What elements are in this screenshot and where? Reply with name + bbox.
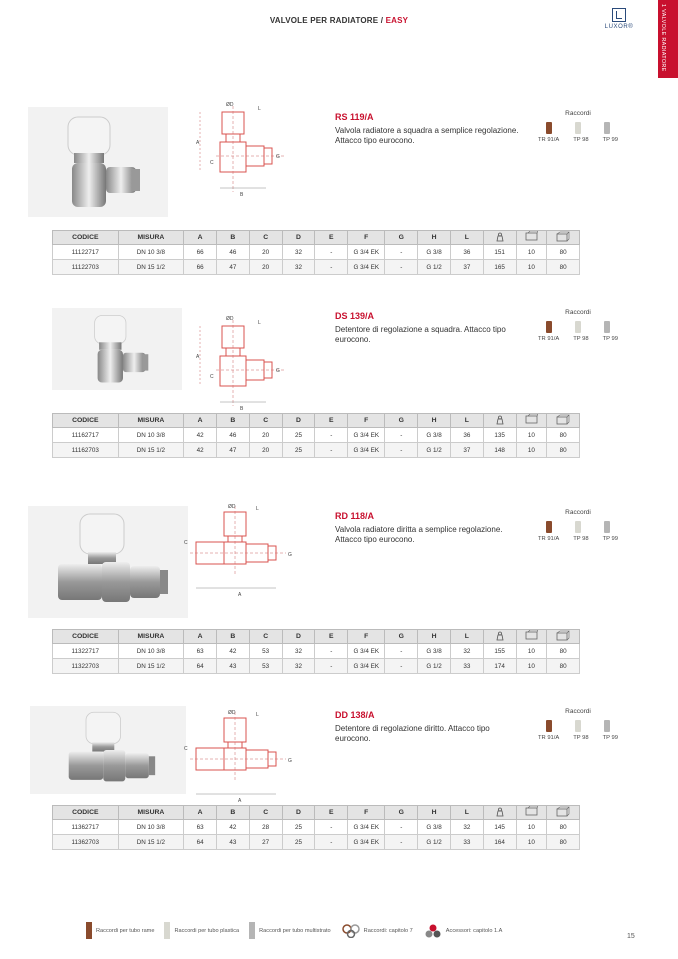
table-cell: - bbox=[315, 644, 348, 659]
fittings-block bbox=[538, 309, 618, 342]
table-cell: 47 bbox=[216, 443, 249, 458]
column-header: CODICE bbox=[53, 414, 119, 428]
table-cell: 11322717 bbox=[53, 644, 119, 659]
copper-fitting-icon bbox=[86, 922, 92, 939]
table-cell: 11362717 bbox=[53, 820, 119, 835]
fitting-name[interactable]: TP 99 bbox=[602, 536, 618, 542]
column-header: F bbox=[348, 630, 385, 644]
table-cell: 27 bbox=[249, 835, 282, 850]
fittings-block bbox=[538, 509, 618, 542]
table-cell: G 3/4 EK bbox=[348, 260, 385, 275]
table-cell: DN 10 3/8 bbox=[118, 644, 184, 659]
table-cell: - bbox=[385, 644, 418, 659]
table-cell: 25 bbox=[282, 835, 315, 850]
copper-fitting-icon bbox=[546, 122, 552, 134]
column-header: E bbox=[315, 231, 348, 245]
spec-table bbox=[52, 629, 580, 674]
table-cell: 66 bbox=[184, 260, 217, 275]
table-row bbox=[53, 835, 580, 850]
table-cell: - bbox=[315, 659, 348, 674]
copper-fitting-icon bbox=[546, 521, 552, 533]
table-cell: - bbox=[315, 260, 348, 275]
spec-table bbox=[52, 805, 580, 850]
table-cell: 11162717 bbox=[53, 428, 119, 443]
table-cell: 135 bbox=[483, 428, 516, 443]
table-cell: G 3/8 bbox=[418, 644, 451, 659]
svg-text:A: A bbox=[196, 140, 200, 146]
svg-text:G: G bbox=[276, 368, 280, 374]
fitting-name[interactable]: TR 91/A bbox=[538, 735, 560, 741]
table-cell: - bbox=[385, 835, 418, 850]
svg-text:L: L bbox=[256, 506, 259, 512]
table-cell: G 1/2 bbox=[418, 260, 451, 275]
technical-drawing bbox=[196, 316, 296, 412]
fittings-block bbox=[538, 708, 618, 741]
table-header-row bbox=[53, 806, 580, 820]
dimension-drawing bbox=[182, 504, 312, 605]
table-cell: 148 bbox=[483, 443, 516, 458]
table-cell: 46 bbox=[216, 245, 249, 260]
weight-column-icon bbox=[483, 231, 516, 245]
table-cell: 42 bbox=[216, 644, 249, 659]
plastic-fitting-icon bbox=[575, 122, 581, 134]
legend-copper: Raccordi per tubo rame bbox=[86, 922, 154, 939]
logo-mark-icon bbox=[612, 8, 626, 22]
column-header: D bbox=[282, 231, 315, 245]
table-cell: DN 15 1/2 bbox=[118, 835, 184, 850]
column-header: B bbox=[216, 630, 249, 644]
table-cell: DN 15 1/2 bbox=[118, 443, 184, 458]
table-cell: 11122703 bbox=[53, 260, 119, 275]
valve-photo bbox=[52, 308, 182, 390]
svg-text:C: C bbox=[184, 746, 188, 752]
column-header: F bbox=[348, 414, 385, 428]
table-cell: 10 bbox=[516, 659, 547, 674]
box-quantity-icon bbox=[516, 414, 547, 428]
copper-fitting-icon bbox=[546, 321, 552, 333]
fitting-name[interactable]: TP 98 bbox=[573, 336, 589, 342]
table-cell: 32 bbox=[282, 260, 315, 275]
dimension-drawing bbox=[182, 710, 312, 811]
table-cell: 11162703 bbox=[53, 443, 119, 458]
column-header: G bbox=[385, 414, 418, 428]
column-header: A bbox=[184, 231, 217, 245]
table-header-row bbox=[53, 414, 580, 428]
table-cell: 80 bbox=[547, 428, 580, 443]
table-cell: 33 bbox=[450, 659, 483, 674]
table-cell: 53 bbox=[249, 659, 282, 674]
table-cell: 32 bbox=[450, 644, 483, 659]
weight-column-icon bbox=[483, 630, 516, 644]
fitting-name[interactable]: TP 99 bbox=[602, 137, 618, 143]
table-row bbox=[53, 260, 580, 275]
table-row bbox=[53, 428, 580, 443]
column-header: G bbox=[385, 806, 418, 820]
column-header: CODICE bbox=[53, 231, 119, 245]
table-cell: 28 bbox=[249, 820, 282, 835]
table-cell: 64 bbox=[184, 835, 217, 850]
plastic-fitting-icon bbox=[575, 521, 581, 533]
column-header: C bbox=[249, 414, 282, 428]
fitting-name[interactable]: TP 98 bbox=[573, 536, 589, 542]
weight-column-icon bbox=[483, 414, 516, 428]
svg-text:A: A bbox=[238, 592, 242, 598]
table-cell: 42 bbox=[216, 820, 249, 835]
table-cell: 33 bbox=[450, 835, 483, 850]
table-cell: 43 bbox=[216, 835, 249, 850]
table-cell: 42 bbox=[184, 443, 217, 458]
product-photo bbox=[28, 107, 168, 217]
table-cell: 80 bbox=[547, 245, 580, 260]
technical-drawing bbox=[196, 102, 296, 198]
plastic-fitting-icon bbox=[164, 922, 170, 939]
column-header: H bbox=[418, 414, 451, 428]
table-cell: 32 bbox=[282, 644, 315, 659]
svg-text:A: A bbox=[238, 798, 242, 804]
column-header: A bbox=[184, 630, 217, 644]
valve-photo bbox=[28, 107, 168, 217]
table-cell: 32 bbox=[450, 820, 483, 835]
box-quantity-icon bbox=[516, 806, 547, 820]
table-cell: - bbox=[385, 659, 418, 674]
table-cell: 32 bbox=[282, 245, 315, 260]
table-cell: G 1/2 bbox=[418, 659, 451, 674]
table-cell: 11362703 bbox=[53, 835, 119, 850]
table-cell: 20 bbox=[249, 443, 282, 458]
fitting-name[interactable]: TP 98 bbox=[573, 137, 589, 143]
table-cell: - bbox=[315, 245, 348, 260]
table-row bbox=[53, 443, 580, 458]
multilayer-fitting-icon bbox=[604, 321, 610, 333]
title-main: VALVOLE PER RADIATORE / bbox=[269, 16, 386, 25]
spec-table bbox=[52, 413, 580, 458]
fitting-name[interactable]: TP 99 bbox=[602, 735, 618, 741]
column-header: H bbox=[418, 231, 451, 245]
table-cell: 20 bbox=[249, 245, 282, 260]
spec-table bbox=[52, 230, 580, 275]
column-header: A bbox=[184, 806, 217, 820]
column-header: D bbox=[282, 414, 315, 428]
table-cell: 20 bbox=[249, 428, 282, 443]
product-photo bbox=[52, 308, 182, 390]
valve-photo bbox=[28, 506, 188, 618]
product-code: RD 118/A bbox=[335, 511, 375, 521]
table-row bbox=[53, 245, 580, 260]
table-cell: 37 bbox=[450, 260, 483, 275]
table-cell: 145 bbox=[483, 820, 516, 835]
table-cell: 43 bbox=[216, 659, 249, 674]
table-cell: G 3/4 EK bbox=[348, 820, 385, 835]
table-cell: 155 bbox=[483, 644, 516, 659]
side-tab-label: 1 VALVOLE RADIATORE bbox=[660, 4, 666, 72]
table-row bbox=[53, 820, 580, 835]
table-cell: - bbox=[315, 428, 348, 443]
table-cell: 25 bbox=[282, 820, 315, 835]
table-cell: - bbox=[315, 820, 348, 835]
table-cell: 63 bbox=[184, 644, 217, 659]
table-cell: 10 bbox=[516, 443, 547, 458]
column-header: E bbox=[315, 806, 348, 820]
multilayer-fitting-icon bbox=[604, 521, 610, 533]
table-cell: 10 bbox=[516, 260, 547, 275]
table-header-row bbox=[53, 231, 580, 245]
column-header: G bbox=[385, 630, 418, 644]
table-cell: - bbox=[385, 443, 418, 458]
column-header: C bbox=[249, 231, 282, 245]
product-code: RS 119/A bbox=[335, 112, 374, 122]
table-cell: - bbox=[385, 820, 418, 835]
column-header: L bbox=[450, 414, 483, 428]
weight-column-icon bbox=[483, 806, 516, 820]
chapter-side-tab[interactable] bbox=[658, 0, 678, 78]
title-accent: EASY bbox=[385, 16, 409, 25]
table-cell: 80 bbox=[547, 820, 580, 835]
svg-text:L: L bbox=[258, 106, 261, 112]
svg-text:G: G bbox=[276, 154, 280, 160]
product-description: Detentore di regolazione a squadra. Attacco tipo eurocono. bbox=[335, 325, 506, 344]
table-cell: - bbox=[385, 428, 418, 443]
table-cell: DN 10 3/8 bbox=[118, 245, 184, 260]
column-header: G bbox=[385, 231, 418, 245]
fittings-chapter-icon bbox=[341, 924, 361, 938]
carton-quantity-icon bbox=[547, 806, 580, 820]
multilayer-fitting-icon bbox=[249, 922, 255, 939]
column-header: MISURA bbox=[118, 414, 184, 428]
table-cell: 25 bbox=[282, 428, 315, 443]
accessories-chapter-icon bbox=[423, 924, 443, 938]
technical-drawing bbox=[182, 710, 312, 806]
fittings-label: Raccordi bbox=[565, 309, 591, 316]
valve-photo bbox=[30, 706, 186, 794]
table-row bbox=[53, 659, 580, 674]
column-header: L bbox=[450, 630, 483, 644]
svg-text:G: G bbox=[288, 552, 292, 558]
column-header: D bbox=[282, 630, 315, 644]
column-header: B bbox=[216, 414, 249, 428]
table-cell: 25 bbox=[282, 443, 315, 458]
table-cell: DN 15 1/2 bbox=[118, 659, 184, 674]
multilayer-fitting-icon bbox=[604, 720, 610, 732]
table-cell: 10 bbox=[516, 245, 547, 260]
svg-text:C: C bbox=[210, 160, 214, 166]
table-cell: G 3/8 bbox=[418, 428, 451, 443]
product-code: DD 138/A bbox=[335, 710, 375, 720]
column-header: A bbox=[184, 414, 217, 428]
table-cell: G 3/4 EK bbox=[348, 245, 385, 260]
table-cell: DN 10 3/8 bbox=[118, 820, 184, 835]
table-cell: 80 bbox=[547, 835, 580, 850]
svg-text:ØD: ØD bbox=[228, 710, 236, 716]
table-cell: 63 bbox=[184, 820, 217, 835]
table-cell: G 3/8 bbox=[418, 820, 451, 835]
column-header: MISURA bbox=[118, 231, 184, 245]
table-cell: 11322703 bbox=[53, 659, 119, 674]
box-quantity-icon bbox=[516, 231, 547, 245]
table-cell: 80 bbox=[547, 443, 580, 458]
table-cell: 174 bbox=[483, 659, 516, 674]
table-cell: 80 bbox=[547, 260, 580, 275]
product-description: Valvola radiatore diritta a semplice regolazione. Attacco tipo eurocono. bbox=[335, 525, 503, 544]
legend-plastic: Raccordi per tubo plastica bbox=[164, 922, 239, 939]
table-cell: 42 bbox=[184, 428, 217, 443]
svg-text:ØD: ØD bbox=[226, 316, 234, 322]
fitting-name[interactable]: TP 99 bbox=[602, 336, 618, 342]
product-photo bbox=[28, 506, 188, 618]
column-header: C bbox=[249, 806, 282, 820]
legend-multilayer: Raccordi per tubo multistrato bbox=[249, 922, 331, 939]
fitting-name[interactable]: TR 91/A bbox=[538, 336, 560, 342]
plastic-fitting-icon bbox=[575, 720, 581, 732]
box-quantity-icon bbox=[516, 630, 547, 644]
plastic-fitting-icon bbox=[575, 321, 581, 333]
table-cell: 36 bbox=[450, 245, 483, 260]
svg-text:L: L bbox=[256, 712, 259, 718]
table-cell: 10 bbox=[516, 644, 547, 659]
legend-accessories: Accessori: capitolo 1.A bbox=[423, 924, 503, 938]
legend-footer bbox=[86, 922, 512, 939]
svg-text:G: G bbox=[288, 758, 292, 764]
table-cell: 36 bbox=[450, 428, 483, 443]
column-header: B bbox=[216, 231, 249, 245]
table-cell: 80 bbox=[547, 644, 580, 659]
table-cell: 165 bbox=[483, 260, 516, 275]
table-cell: G 3/4 EK bbox=[348, 659, 385, 674]
fittings-label: Raccordi bbox=[565, 110, 591, 117]
logo-brand: LUXOR® bbox=[604, 24, 634, 30]
carton-quantity-icon bbox=[547, 414, 580, 428]
product-description: Detentore di regolazione diritto. Attacco tipo eurocono. bbox=[335, 724, 490, 743]
table-cell: G 3/4 EK bbox=[348, 644, 385, 659]
column-header: L bbox=[450, 806, 483, 820]
table-cell: - bbox=[385, 245, 418, 260]
column-header: MISURA bbox=[118, 630, 184, 644]
table-cell: 32 bbox=[282, 659, 315, 674]
table-cell: G 3/4 EK bbox=[348, 443, 385, 458]
product-code: DS 139/A bbox=[335, 311, 375, 321]
carton-quantity-icon bbox=[547, 630, 580, 644]
column-header: E bbox=[315, 414, 348, 428]
fitting-name[interactable]: TR 91/A bbox=[538, 536, 560, 542]
column-header: L bbox=[450, 231, 483, 245]
page-title bbox=[0, 16, 678, 25]
table-cell: 46 bbox=[216, 428, 249, 443]
svg-text:B: B bbox=[240, 192, 244, 198]
table-cell: 53 bbox=[249, 644, 282, 659]
table-cell: 64 bbox=[184, 659, 217, 674]
column-header: C bbox=[249, 630, 282, 644]
table-cell: 47 bbox=[216, 260, 249, 275]
technical-drawing bbox=[182, 504, 312, 600]
svg-text:B: B bbox=[240, 406, 244, 412]
table-cell: G 3/4 EK bbox=[348, 835, 385, 850]
table-cell: 66 bbox=[184, 245, 217, 260]
column-header: H bbox=[418, 630, 451, 644]
table-cell: 164 bbox=[483, 835, 516, 850]
table-header-row bbox=[53, 630, 580, 644]
svg-text:L: L bbox=[258, 320, 261, 326]
dimension-drawing bbox=[196, 102, 296, 203]
table-cell: G 3/4 EK bbox=[348, 428, 385, 443]
carton-quantity-icon bbox=[547, 231, 580, 245]
column-header: H bbox=[418, 806, 451, 820]
svg-text:ØD: ØD bbox=[226, 102, 234, 108]
svg-text:C: C bbox=[210, 374, 214, 380]
svg-text:ØD: ØD bbox=[228, 504, 236, 510]
fitting-name[interactable]: TR 91/A bbox=[538, 137, 560, 143]
svg-text:A: A bbox=[196, 354, 200, 360]
luxor-logo bbox=[598, 8, 640, 36]
column-header: F bbox=[348, 231, 385, 245]
table-cell: - bbox=[315, 835, 348, 850]
table-cell: G 3/8 bbox=[418, 245, 451, 260]
table-cell: 10 bbox=[516, 820, 547, 835]
product-photo bbox=[30, 706, 186, 794]
legend-chapter7: Raccordi: capitolo 7 bbox=[341, 924, 413, 938]
table-cell: G 1/2 bbox=[418, 443, 451, 458]
table-cell: 20 bbox=[249, 260, 282, 275]
fittings-label: Raccordi bbox=[565, 509, 591, 516]
copper-fitting-icon bbox=[546, 720, 552, 732]
column-header: CODICE bbox=[53, 806, 119, 820]
page-number: 15 bbox=[627, 933, 635, 940]
table-cell: - bbox=[385, 260, 418, 275]
svg-text:C: C bbox=[184, 540, 188, 546]
dimension-drawing bbox=[196, 316, 296, 417]
table-cell: 10 bbox=[516, 428, 547, 443]
table-cell: - bbox=[315, 443, 348, 458]
column-header: F bbox=[348, 806, 385, 820]
product-description: Valvola radiatore a squadra a semplice regolazione. Attacco tipo eurocono. bbox=[335, 126, 519, 145]
table-cell: 10 bbox=[516, 835, 547, 850]
table-cell: 37 bbox=[450, 443, 483, 458]
table-cell: DN 15 1/2 bbox=[118, 260, 184, 275]
column-header: D bbox=[282, 806, 315, 820]
fitting-name[interactable]: TP 98 bbox=[573, 735, 589, 741]
table-row bbox=[53, 644, 580, 659]
table-cell: 151 bbox=[483, 245, 516, 260]
multilayer-fitting-icon bbox=[604, 122, 610, 134]
column-header: B bbox=[216, 806, 249, 820]
column-header: E bbox=[315, 630, 348, 644]
column-header: CODICE bbox=[53, 630, 119, 644]
table-cell: DN 10 3/8 bbox=[118, 428, 184, 443]
fittings-block bbox=[538, 110, 618, 143]
column-header: MISURA bbox=[118, 806, 184, 820]
table-cell: 80 bbox=[547, 659, 580, 674]
fittings-label: Raccordi bbox=[565, 708, 591, 715]
table-cell: 11122717 bbox=[53, 245, 119, 260]
table-cell: G 1/2 bbox=[418, 835, 451, 850]
